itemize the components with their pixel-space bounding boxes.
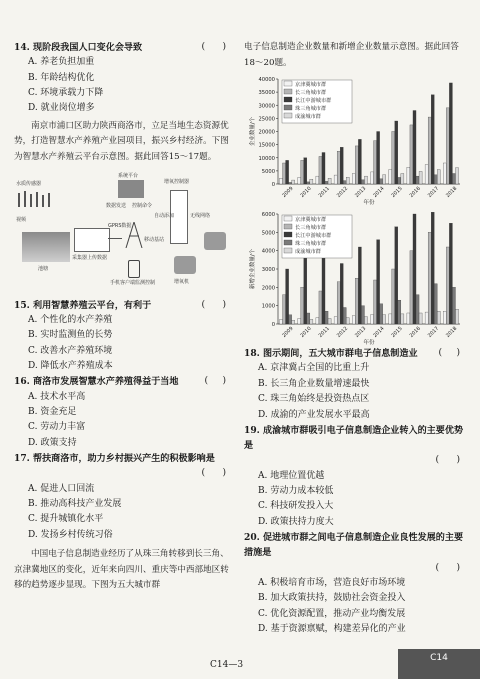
bar (340, 264, 343, 325)
bar (389, 170, 392, 184)
legend-label: 京津冀城市群 (295, 82, 327, 89)
option-d[interactable]: D. 降低水产养殖成本 (28, 361, 113, 372)
x-tick-label: 2013 (354, 325, 368, 340)
bar (301, 161, 304, 185)
legend-swatch (284, 240, 292, 245)
y-tick-label: 3000 (261, 267, 275, 274)
bar (340, 147, 343, 184)
question-20 (244, 530, 466, 637)
question-title: 17. 帮扶商洛市，助力乡村振兴产生的积极影响是 (14, 453, 215, 465)
x-tick-label: 2015 (390, 185, 404, 200)
bar (401, 174, 404, 185)
bar (280, 178, 283, 184)
bar (298, 319, 301, 325)
mobile-label: 移动基站 (144, 236, 165, 243)
y-tick-label: 4000 (261, 248, 275, 255)
y-tick-label: 0 (271, 182, 275, 189)
bar (419, 172, 422, 185)
bar (374, 141, 377, 184)
bar (319, 291, 322, 324)
legend-swatch (284, 97, 292, 102)
arrow (108, 238, 122, 239)
x-tick-label: 2017 (426, 185, 441, 200)
question-title: 19. 成渝城市群吸引电子信息制造企业转入的主要优势是 (244, 425, 464, 452)
bar (383, 175, 386, 184)
y-tick-label: 2000 (261, 285, 275, 292)
bar (322, 153, 325, 185)
bar (325, 182, 328, 185)
pond-label: 池塘 (38, 265, 49, 272)
bar (452, 174, 455, 185)
option-b[interactable]: B. 年龄结构优化 (28, 72, 95, 83)
bar (319, 157, 322, 185)
bar (355, 278, 358, 324)
control-label: 控制命令 (132, 202, 153, 209)
bar (446, 247, 449, 324)
option-a[interactable]: A. 积极培育市场，营造良好市场环境 (258, 577, 406, 588)
y-tick-label: 20000 (258, 129, 275, 136)
gprs-label: GPRS数据 (108, 222, 132, 229)
option-b[interactable]: B. 加大政策扶持，鼓励社会资金投入 (258, 593, 406, 604)
bar (371, 172, 374, 184)
x-tick-label: 2009 (281, 325, 295, 340)
bar (304, 158, 307, 184)
legend-label: 长江中游城市群 (295, 233, 332, 240)
option-c[interactable]: C. 科技研发投入大 (258, 501, 334, 512)
bar (437, 170, 440, 184)
wireless-label: 无线网络 (190, 212, 211, 219)
bar (410, 251, 413, 324)
question-title: 14. 现阶段我国人口变化会导致 (14, 42, 143, 53)
x-tick-label: 2014 (372, 185, 386, 200)
bar (410, 125, 413, 184)
bar (455, 168, 458, 184)
bar (301, 288, 304, 325)
bar (446, 108, 449, 184)
bar (307, 182, 310, 184)
bar (364, 317, 367, 324)
y-tick-label: 0 (271, 322, 275, 329)
x-tick-label: 2016 (408, 185, 422, 200)
bar (328, 178, 331, 184)
send-label: 数据发送 (106, 202, 127, 209)
bar (407, 167, 410, 184)
legend-swatch (284, 224, 292, 229)
phone-icon (128, 260, 140, 278)
bar (292, 180, 295, 184)
bar (304, 251, 307, 324)
legend-label: 成渝城市群 (295, 114, 321, 121)
legend-label: 珠三角城市群 (295, 106, 327, 113)
legend-label: 长三角城市群 (295, 225, 327, 232)
option-b[interactable]: B. 劳动力成本较低 (258, 486, 334, 497)
bar (374, 280, 377, 324)
bar (380, 304, 383, 324)
page-number: C14—3 (210, 660, 244, 670)
y-axis-label: 企业数量/个 (250, 117, 256, 147)
controller-label: 增氧控制器 (164, 178, 190, 185)
bar (337, 282, 340, 324)
intro-paragraph-continued: 电子信息制造企业数量和新增企业数量示意图。据此回答18～20题。 (244, 42, 459, 68)
server-icon (118, 180, 144, 198)
question-title: 16. 商洛市发展智慧水产养殖得益于当地 (14, 376, 179, 388)
option-b[interactable]: B. 推动高科技产业发展 (28, 499, 122, 510)
bar (337, 151, 340, 184)
y-tick-label: 35000 (258, 90, 275, 97)
question-17 (14, 451, 232, 543)
x-tick-label: 2011 (317, 185, 331, 200)
option-d[interactable]: D. 政策扶持力度大 (258, 516, 334, 527)
x-tick-label: 2009 (281, 185, 295, 200)
option-a[interactable]: A. 促进人口回流 (28, 483, 95, 494)
bar (434, 175, 437, 184)
bar (455, 310, 458, 325)
bar (358, 140, 361, 185)
bar (355, 146, 358, 184)
x-tick-label: 2012 (335, 185, 350, 200)
legend-swatch (284, 89, 292, 94)
question-19 (244, 423, 466, 530)
x-axis-label: 年份 (363, 340, 375, 347)
collector-label: 采集器上传数据 (72, 254, 108, 261)
bar (449, 83, 452, 184)
option-d[interactable]: D. 成渝的产业发展水平最高 (258, 409, 370, 420)
bar (298, 178, 301, 185)
answer-parentheses: ( ) (435, 562, 460, 573)
option-a[interactable]: A. 技术水平高 (28, 391, 86, 402)
option-c[interactable]: C. 劳动力丰富 (28, 422, 86, 433)
answer-parentheses: ( ) (204, 376, 226, 387)
bar (449, 223, 452, 324)
camera-label: 视频 (16, 216, 27, 223)
bar (352, 316, 355, 324)
bar (398, 300, 401, 324)
option-c[interactable]: C. 改善水产养殖环境 (28, 345, 113, 356)
bar (283, 163, 286, 184)
oxygen-label: 增氧机 (174, 278, 190, 285)
bar (352, 174, 355, 185)
platform-label: 系统平台 (118, 172, 139, 179)
bar (310, 320, 313, 325)
question-15 (14, 298, 232, 375)
bar (413, 111, 416, 185)
intro-paragraph-15-17: 南京市浦口区助力陕西商洛市，立足当地生态资源优势，打造智慧水产养殖产业园项目，振兴乡村经济。下图为智慧水产养殖云平台示意图。据此回答15～17题。 (14, 120, 229, 163)
bar (316, 318, 319, 324)
chart-new-enterprise-count (244, 206, 466, 346)
sensor-label: 水质传感器 (16, 180, 42, 187)
bar (346, 318, 349, 324)
bar (416, 295, 419, 324)
intro-paragraph-18-20: 中国电子信息制造业经历了从珠三角转移到长三角、京津冀地区的变化，近年来向四川、重庆等中西部地区转移的趋势逐步显现。下图为五大城市群 (14, 549, 229, 591)
x-tick-label: 2010 (299, 325, 313, 340)
option-b[interactable]: B. 长三角企业数量增速最快 (258, 378, 370, 389)
collector-box (74, 228, 110, 252)
bar (316, 176, 319, 184)
bar (310, 179, 313, 184)
bar (392, 132, 395, 185)
app-label: 手机客户端监测控制 (110, 279, 156, 286)
legend-label: 珠三角城市群 (295, 241, 327, 248)
legend-label: 长江中游城市群 (295, 98, 332, 105)
x-axis-label: 年份 (363, 200, 375, 207)
option-d[interactable]: D. 基于资源禀赋，构建差异化的产业 (258, 624, 406, 635)
option-c[interactable]: C. 珠三角始终是投资热点区 (258, 394, 370, 405)
question-title: 20. 促进城市群之间电子信息制造企业良性发展的主要措施是 (244, 532, 464, 559)
question-14 (14, 40, 232, 117)
answer-parentheses: ( ) (438, 348, 460, 359)
bar (283, 295, 286, 324)
bar (371, 315, 374, 324)
x-tick-label: 2016 (408, 325, 422, 340)
bar (425, 165, 428, 184)
bar (443, 163, 446, 184)
bar (334, 175, 337, 184)
bar (452, 288, 455, 325)
option-d[interactable]: D. 发扬乡村传统习俗 (28, 529, 113, 540)
chart-enterprise-count (244, 71, 466, 206)
question-title: 15. 利用智慧养殖云平台，有利于 (14, 299, 152, 311)
question-18 (244, 346, 466, 423)
legend-swatch (284, 216, 292, 221)
bar (428, 117, 431, 184)
aerator-icon (174, 256, 196, 274)
option-b[interactable]: B. 资金充足 (28, 407, 77, 418)
bar (361, 180, 364, 184)
bar (380, 179, 383, 184)
y-tick-label: 5000 (261, 169, 275, 176)
bar (437, 311, 440, 324)
answer-parentheses: ( ) (201, 42, 226, 52)
bar (413, 214, 416, 324)
bar (383, 315, 386, 324)
bar (431, 212, 434, 324)
sensor-icons (16, 190, 58, 212)
bar (395, 121, 398, 184)
answer-parentheses: ( ) (201, 468, 226, 479)
bar (358, 247, 361, 324)
bar (407, 313, 410, 324)
question-title: 18. 图示期间，五大城市群电子信息制造业 (244, 348, 418, 360)
question-16 (14, 374, 232, 451)
legend-label: 成渝城市群 (295, 249, 321, 256)
y-axis-label: 新增企业数量/个 (250, 249, 256, 290)
bar (398, 178, 401, 185)
bar (401, 314, 404, 324)
chart-enterprise-count-svg (244, 71, 466, 206)
bar (343, 308, 346, 325)
option-b[interactable]: B. 实时监测鱼的长势 (28, 330, 113, 341)
bar (361, 306, 364, 324)
chart-new-enterprise-count-svg (244, 206, 466, 346)
option-d[interactable]: D. 就业岗位增多 (28, 103, 95, 114)
bar (431, 95, 434, 184)
bar (389, 314, 392, 324)
right-column (244, 40, 466, 637)
y-tick-label: 15000 (258, 142, 275, 149)
bar (307, 313, 310, 324)
option-c[interactable]: C. 优化资源配置，推动产业均衡发展 (258, 608, 406, 619)
bar (328, 319, 331, 325)
answer-parentheses: ( ) (435, 455, 460, 466)
bar (292, 321, 295, 325)
tower-icon (124, 222, 144, 248)
y-tick-label: 30000 (258, 103, 275, 110)
corner-tab: C14 (398, 649, 480, 679)
option-c[interactable]: C. 提升城镇化水平 (28, 514, 104, 525)
bar (364, 176, 367, 184)
x-tick-label: 2015 (390, 325, 404, 340)
legend-label: 长三角城市群 (295, 90, 327, 97)
y-tick-label: 1000 (261, 303, 275, 310)
bar (286, 269, 289, 324)
x-tick-label: 2013 (354, 185, 368, 200)
pond-photo (22, 232, 70, 262)
x-tick-label: 2010 (299, 185, 313, 200)
option-d[interactable]: D. 政策支持 (28, 437, 77, 448)
bar (443, 311, 446, 324)
autoadd-label: 自动添加 (154, 212, 175, 219)
left-column (14, 40, 232, 594)
option-c[interactable]: C. 环境承载力下降 (28, 88, 104, 99)
x-tick-label: 2014 (372, 325, 386, 340)
legend-swatch (284, 81, 292, 86)
x-tick-label: 2018 (445, 185, 459, 200)
bar (346, 177, 349, 184)
bar (377, 240, 380, 324)
answer-parentheses: ( ) (201, 299, 226, 310)
option-a[interactable]: A. 地理位置优越 (258, 470, 325, 481)
legend-swatch (284, 105, 292, 110)
bar (425, 312, 428, 324)
bar (280, 320, 283, 325)
y-tick-label: 40000 (258, 77, 275, 84)
x-tick-label: 2018 (445, 325, 459, 340)
legend-label: 京津冀城市群 (295, 217, 327, 224)
bar (343, 181, 346, 184)
bar (428, 233, 431, 325)
x-tick-label: 2012 (335, 325, 350, 340)
bar (286, 161, 289, 185)
x-tick-label: 2011 (317, 325, 331, 340)
bar (322, 256, 325, 324)
option-a[interactable]: A. 养老负担加重 (28, 57, 95, 68)
bar (434, 284, 437, 324)
bar (289, 315, 292, 324)
bar (419, 313, 422, 324)
bar (289, 183, 292, 185)
y-tick-label: 5000 (261, 230, 275, 237)
aerator-icon (204, 232, 226, 250)
bar (395, 227, 398, 324)
legend-swatch (284, 232, 292, 237)
option-a[interactable]: A. 京津冀占全国的比重上升 (258, 363, 370, 374)
bar (325, 311, 328, 324)
legend-swatch (284, 113, 292, 118)
y-tick-label: 25000 (258, 116, 275, 123)
x-tick-label: 2017 (426, 325, 441, 340)
option-a[interactable]: A. 个性化的水产养殖 (28, 314, 113, 325)
bar (392, 269, 395, 324)
y-tick-label: 6000 (261, 212, 275, 219)
bar (377, 132, 380, 185)
bar (416, 176, 419, 184)
legend-swatch (284, 248, 292, 253)
smart-aquaculture-diagram (14, 172, 232, 292)
bar (334, 317, 337, 324)
y-tick-label: 10000 (258, 155, 275, 162)
